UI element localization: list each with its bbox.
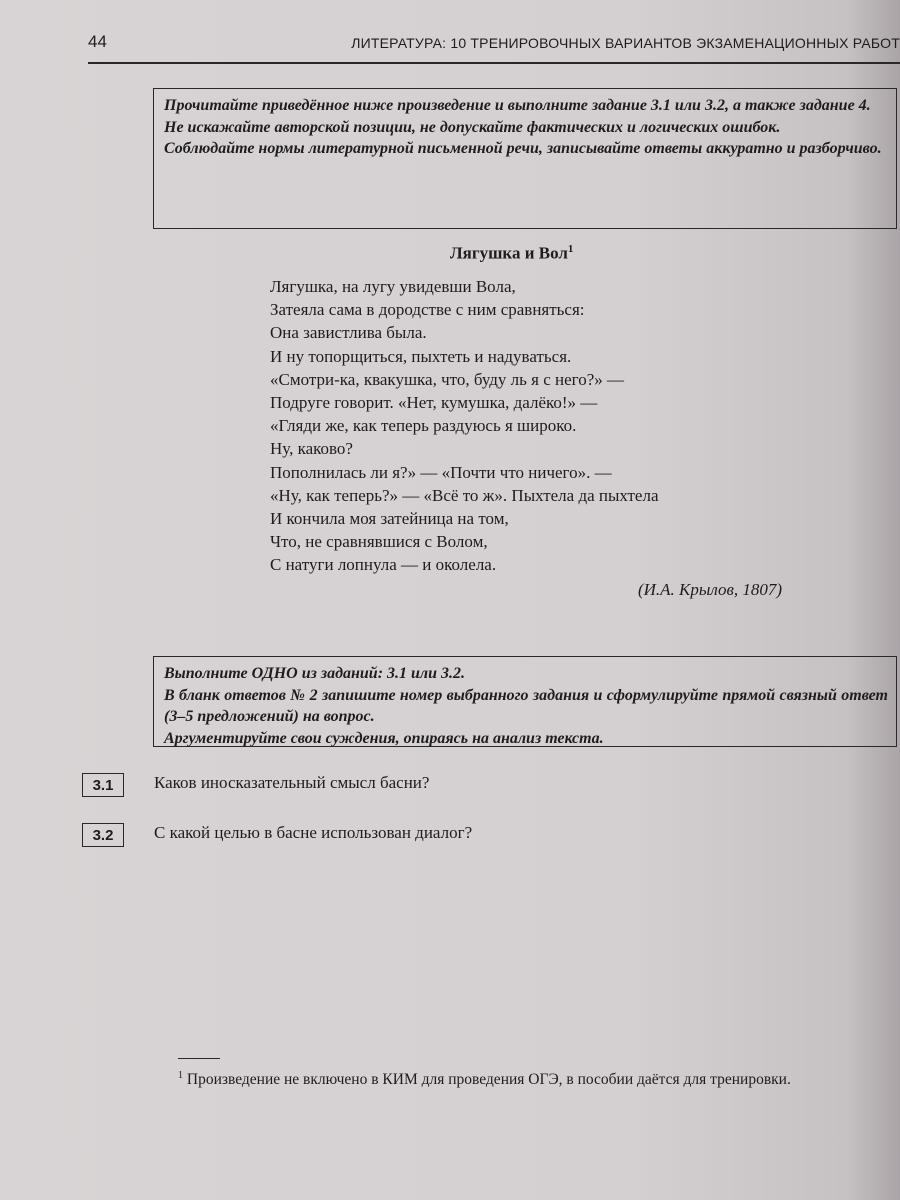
task-instructions-box [153,656,897,747]
footnote-divider [178,1058,220,1059]
poem-line: И ну топорщиться, пыхтеть и надуваться. [270,346,572,366]
page-header [88,32,900,64]
footnote-marker: 1 [567,243,574,255]
poem-line: Она завистлива была. [270,323,427,343]
instruction-line: Выполните ОДНО из заданий: 3.1 или 3.2. [164,665,466,682]
footnote-text: Произведение не включено в КИМ для проведения ОГЭ, в пособии даётся для тренировки. [186,1071,791,1089]
task-question: Каков иносказательный смысл басни? [154,773,430,792]
instruction-line: Аргументируйте свои суждения, опираясь на анализ текста. [164,729,604,747]
instruction-line: Соблюдайте нормы литературной письменной речи, записывайте ответы аккуратно и разборчиво. [164,140,882,157]
poem-line: «Смотри-ка, квакушка, что, буду ль я с него?» — [270,369,625,389]
poem-line: Ну, каково? [270,439,353,459]
task-number-box: 3.2 [82,823,124,847]
running-head: ЛИТЕРАТУРА: 10 ТРЕНИРОВОЧНЫХ ВАРИАНТОВ ЭКЗАМЕНАЦИОННЫХ РАБОТ [351,35,900,51]
poem-line: «Гляди же, как теперь раздуюсь я широко. [270,416,577,436]
instruction-line: Не искажайте авторской позиции, не допускайте фактических и логических ошибок. [164,118,781,136]
poem-text [270,275,659,577]
footnote [178,1066,888,1089]
poem-line: Затеяла сама в дородстве с ним сравняться: [270,300,585,320]
task-question: С какой целью в басне использован диалог? [154,823,473,842]
poem-line: И кончила моя затейница на том, [270,509,509,529]
poem-line: «Ну, как теперь?» — «Всё то ж». Пыхтела да пыхтела [270,485,659,505]
poem-attribution: (И.А. Крылов, 1807) [637,580,782,599]
poem-line: Что, не сравнявшися с Волом, [270,532,488,552]
reading-instructions-box [153,88,897,229]
task-number-box: 3.1 [82,773,124,797]
instruction-line: Прочитайте приведённое ниже произведение и выполните задание 3.1 или 3.2, а также задание 4. [164,97,871,114]
poem-line: С натуги лопнула — и околела. [270,555,497,575]
poem-title [450,243,573,264]
footnote-marker: 1 [178,1070,183,1081]
poem-line: Подруге говорит. «Нет, кумушка, далёко!» — [270,393,598,413]
instruction-line: В бланк ответов № 2 запишите номер выбранного задания и сформулируйте прямой связный ответ (3–5 предложений) на вопрос. [164,686,888,725]
page-number: 44 [88,32,107,51]
poem-title-text: Лягушка и Вол [450,243,568,263]
poem-line: Пополнилась ли я?» — «Почти что ничего». — [270,462,612,482]
poem-line: Лягушка, на лугу увидевши Вола, [270,277,516,296]
